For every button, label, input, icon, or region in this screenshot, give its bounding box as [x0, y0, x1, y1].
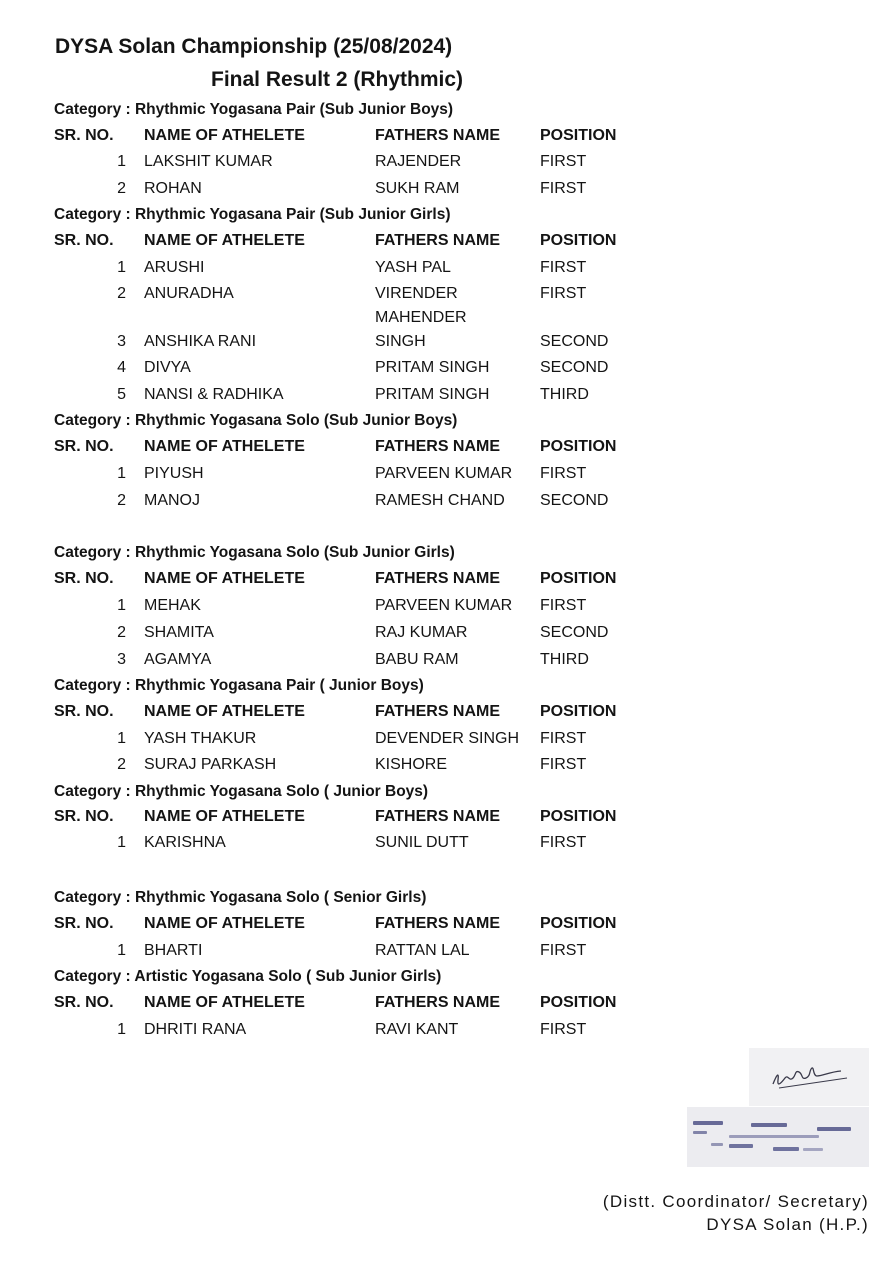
table-header — [0, 991, 889, 1015]
column-header-athlete-name: NAME OF ATHELETE — [144, 232, 305, 249]
fathers-name-cell: VIRENDER — [375, 285, 458, 302]
column-header-sr-no: SR. NO. — [54, 438, 114, 455]
category-label: Category : Rhythmic Yogasana Pair (Sub Junior Girls) — [54, 206, 451, 223]
table-row — [0, 306, 889, 330]
column-header-position: POSITION — [540, 994, 617, 1011]
column-header-sr-no: SR. NO. — [54, 994, 114, 1011]
table-header — [0, 805, 889, 829]
category-row — [0, 203, 889, 227]
athlete-name-cell: ARUSHI — [144, 259, 205, 276]
column-header-fathers-name: FATHERS NAME — [375, 570, 501, 587]
column-header-athlete-name: NAME OF ATHELETE — [144, 808, 305, 825]
coordinator-signature-block — [603, 1190, 869, 1236]
sr-no-cell: 2 — [117, 756, 126, 773]
position-cell: THIRD — [540, 386, 589, 403]
column-header-athlete-name: NAME OF ATHELETE — [144, 438, 305, 455]
position-cell: FIRST — [540, 153, 587, 170]
category-label: Category : Artistic Yogasana Solo ( Sub Junior Girls) — [54, 968, 442, 985]
athlete-name-cell: SURAJ PARKASH — [144, 756, 277, 773]
athlete-name-cell: DIVYA — [144, 359, 191, 376]
column-header-sr-no: SR. NO. — [54, 232, 114, 249]
athlete-name-cell: KARISHNA — [144, 834, 226, 851]
table-row — [0, 939, 889, 963]
category-row — [0, 98, 889, 122]
athlete-name-cell: ANSHIKA RANI — [144, 333, 257, 350]
document-subtitle: Final Result 2 (Rhythmic) — [211, 68, 464, 91]
table-row — [0, 621, 889, 645]
table-row — [0, 594, 889, 618]
sr-no-cell: 1 — [117, 153, 126, 170]
sr-no-cell: 5 — [117, 386, 126, 403]
column-header-fathers-name: FATHERS NAME — [375, 994, 501, 1011]
table-header — [0, 567, 889, 591]
athlete-name-cell: LAKSHIT KUMAR — [144, 153, 273, 170]
column-header-athlete-name: NAME OF ATHELETE — [144, 915, 305, 932]
table-header — [0, 435, 889, 459]
table-row — [0, 150, 889, 174]
sr-no-cell: 3 — [117, 651, 126, 668]
column-header-athlete-name: NAME OF ATHELETE — [144, 127, 305, 144]
official-stamp — [687, 1107, 869, 1167]
fathers-name-cell: RAVI KANT — [375, 1021, 459, 1038]
table-row — [0, 330, 889, 354]
column-header-position: POSITION — [540, 915, 617, 932]
category-label: Category : Rhythmic Yogasana Solo ( Senior Girls) — [54, 889, 427, 906]
category-row — [0, 674, 889, 698]
position-cell: FIRST — [540, 942, 587, 959]
athlete-name-cell: YASH THAKUR — [144, 730, 257, 747]
position-cell: FIRST — [540, 597, 587, 614]
category-row — [0, 965, 889, 989]
athlete-name-cell: NANSI & RADHIKA — [144, 386, 284, 403]
position-cell: FIRST — [540, 180, 587, 197]
position-cell: SECOND — [540, 624, 609, 641]
column-header-athlete-name: NAME OF ATHELETE — [144, 703, 305, 720]
position-cell: FIRST — [540, 834, 587, 851]
fathers-name-cell: PRITAM SINGH — [375, 359, 490, 376]
column-header-fathers-name: FATHERS NAME — [375, 232, 501, 249]
position-cell: FIRST — [540, 730, 587, 747]
column-header-position: POSITION — [540, 808, 617, 825]
column-header-position: POSITION — [540, 703, 617, 720]
table-row — [0, 462, 889, 486]
coordinator-title: (Distt. Coordinator/ Secretary) — [602, 1192, 869, 1211]
athlete-name-cell: AGAMYA — [144, 651, 212, 668]
sr-no-cell: 1 — [117, 259, 126, 276]
category-label: Category : Rhythmic Yogasana Pair ( Junior Boys) — [54, 677, 424, 694]
position-cell: FIRST — [540, 1021, 587, 1038]
athlete-name-cell: DHRITI RANA — [144, 1021, 247, 1038]
column-header-fathers-name: FATHERS NAME — [375, 915, 501, 932]
column-header-fathers-name: FATHERS NAME — [375, 438, 501, 455]
table-header — [0, 124, 889, 148]
fathers-name-cell: RAJENDER — [375, 153, 462, 170]
fathers-name-cell: SUKH RAM — [375, 180, 460, 197]
fathers-name-cell: KISHORE — [375, 756, 448, 773]
sr-no-cell: 1 — [117, 834, 126, 851]
table-header — [0, 700, 889, 724]
category-label: Category : Rhythmic Yogasana Solo (Sub Junior Boys) — [54, 412, 458, 429]
table-row — [0, 727, 889, 751]
fathers-name-cell: RAMESH CHAND — [375, 492, 505, 509]
column-header-athlete-name: NAME OF ATHELETE — [144, 994, 305, 1011]
document-title: DYSA Solan Championship (25/08/2024) — [55, 35, 453, 58]
category-label: Category : Rhythmic Yogasana Pair (Sub Junior Boys) — [54, 101, 454, 118]
sr-no-cell: 1 — [117, 465, 126, 482]
table-row — [0, 282, 889, 306]
column-header-position: POSITION — [540, 127, 617, 144]
fathers-name-cell: RATTAN LAL — [375, 942, 470, 959]
table-row — [0, 177, 889, 201]
position-cell: SECOND — [540, 359, 609, 376]
position-cell: FIRST — [540, 465, 587, 482]
column-header-sr-no: SR. NO. — [54, 703, 114, 720]
athlete-name-cell: ROHAN — [144, 180, 202, 197]
coordinator-organization: DYSA Solan (H.P.) — [706, 1215, 869, 1234]
column-header-sr-no: SR. NO. — [54, 915, 114, 932]
position-cell: FIRST — [540, 259, 587, 276]
column-header-sr-no: SR. NO. — [54, 808, 114, 825]
column-header-fathers-name: FATHERS NAME — [375, 808, 501, 825]
fathers-name-cell: PARVEEN KUMAR — [375, 597, 513, 614]
category-label: Category : Rhythmic Yogasana Solo ( Junior Boys) — [54, 783, 429, 800]
sr-no-cell: 2 — [117, 624, 126, 641]
column-header-sr-no: SR. NO. — [54, 127, 114, 144]
table-row — [0, 648, 889, 672]
category-row — [0, 780, 889, 804]
sr-no-cell: 3 — [117, 333, 126, 350]
athlete-name-cell: MEHAK — [144, 597, 201, 614]
sr-no-cell: 2 — [117, 180, 126, 197]
table-header — [0, 229, 889, 253]
fathers-name-cell: PARVEEN KUMAR — [375, 465, 513, 482]
fathers-name-cell: YASH PAL — [375, 259, 451, 276]
table-row — [0, 831, 889, 855]
position-cell: SECOND — [540, 492, 609, 509]
fathers-name-cell: SINGH — [375, 333, 426, 350]
position-cell: THIRD — [540, 651, 589, 668]
sr-no-cell: 2 — [117, 492, 126, 509]
fathers-name-cell: BABU RAM — [375, 651, 459, 668]
sr-no-cell: 1 — [117, 1021, 126, 1038]
athlete-name-cell: PIYUSH — [144, 465, 204, 482]
signature-image — [749, 1048, 869, 1106]
table-row — [0, 489, 889, 513]
column-header-position: POSITION — [540, 232, 617, 249]
sr-no-cell: 1 — [117, 730, 126, 747]
column-header-position: POSITION — [540, 438, 617, 455]
sr-no-cell: 1 — [117, 942, 126, 959]
category-row — [0, 409, 889, 433]
fathers-name-cell: MAHENDER — [375, 309, 467, 326]
table-row — [0, 256, 889, 280]
fathers-name-cell: SUNIL DUTT — [375, 834, 469, 851]
category-row — [0, 886, 889, 910]
athlete-name-cell: MANOJ — [144, 492, 200, 509]
column-header-fathers-name: FATHERS NAME — [375, 703, 501, 720]
sr-no-cell: 2 — [117, 285, 126, 302]
table-row — [0, 753, 889, 777]
category-row — [0, 541, 889, 565]
sr-no-cell: 4 — [117, 359, 126, 376]
category-label: Category : Rhythmic Yogasana Solo (Sub Junior Girls) — [54, 544, 455, 561]
column-header-fathers-name: FATHERS NAME — [375, 127, 501, 144]
position-cell: SECOND — [540, 333, 609, 350]
fathers-name-cell: RAJ KUMAR — [375, 624, 468, 641]
fathers-name-cell: DEVENDER SINGH — [375, 730, 520, 747]
column-header-position: POSITION — [540, 570, 617, 587]
table-row — [0, 356, 889, 380]
fathers-name-cell: PRITAM SINGH — [375, 386, 490, 403]
column-header-athlete-name: NAME OF ATHELETE — [144, 570, 305, 587]
athlete-name-cell: BHARTI — [144, 942, 203, 959]
table-row — [0, 383, 889, 407]
sr-no-cell: 1 — [117, 597, 126, 614]
table-header — [0, 912, 889, 936]
position-cell: FIRST — [540, 756, 587, 773]
position-cell: FIRST — [540, 285, 587, 302]
athlete-name-cell: ANURADHA — [144, 285, 234, 302]
athlete-name-cell: SHAMITA — [144, 624, 214, 641]
table-row — [0, 1018, 889, 1042]
column-header-sr-no: SR. NO. — [54, 570, 114, 587]
